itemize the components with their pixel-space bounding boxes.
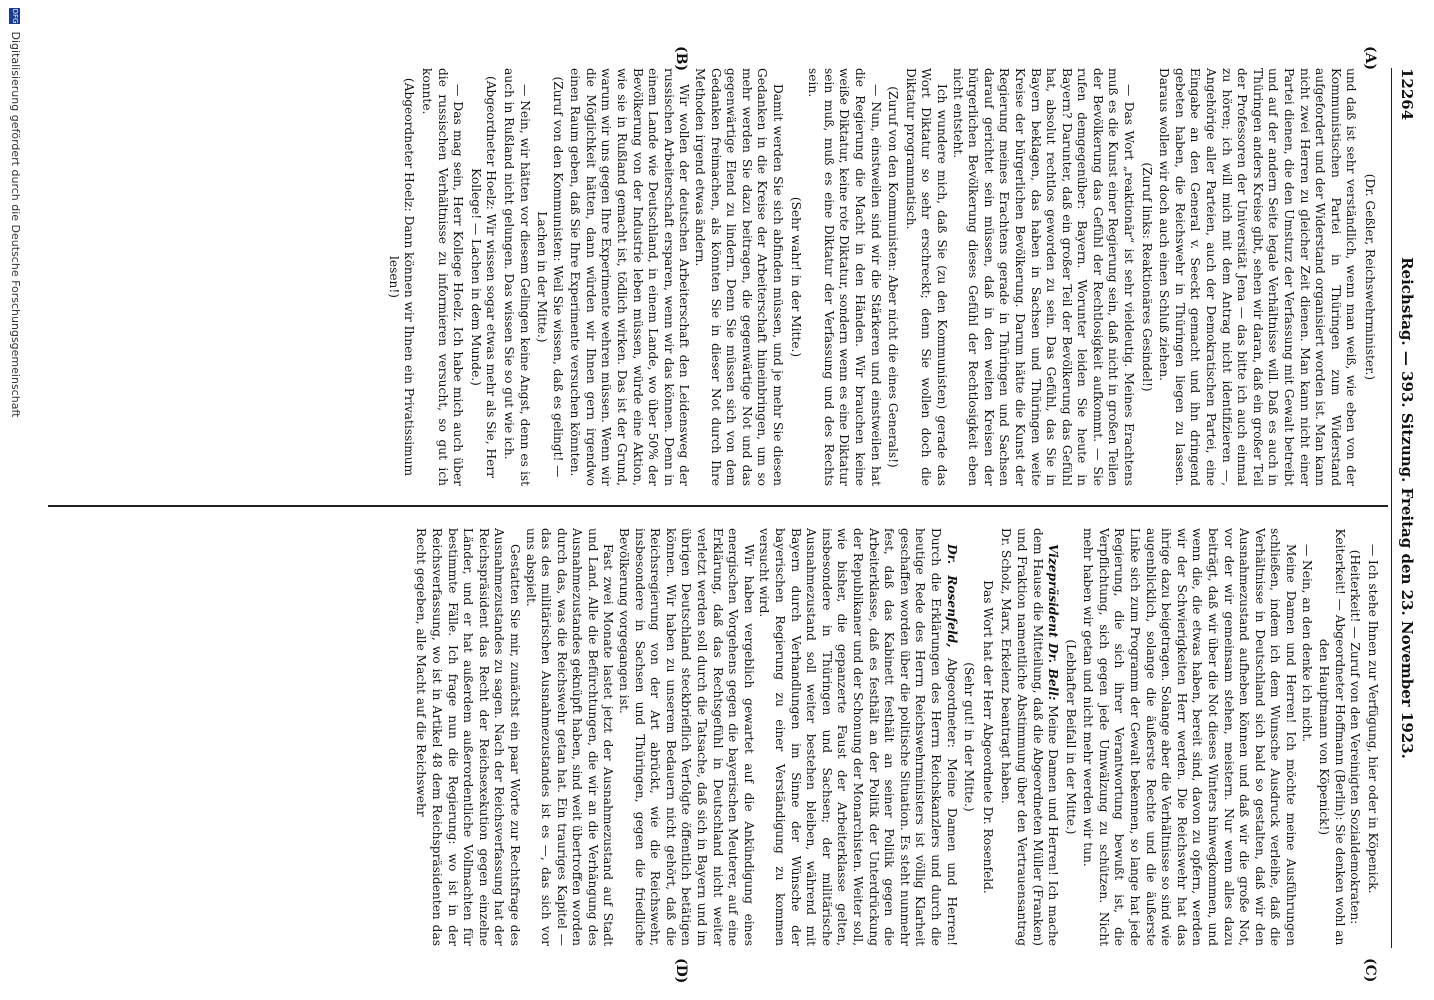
paragraph: — Ich stehe Ihnen zur Verfügung, hier oder in Köpenick.: [1366, 544, 1380, 894]
speaker-text: Meine Damen und Herren! Ich mache dem Hause die Mitteilung, daß die Abgeordneten Müller (Franken) und Fraktion namentliche Abstimmung über den Vertrauensantrag Dr. Scholz, Marx, Erkelenz beantragt haben.: [999, 528, 1061, 946]
column-divider: [48, 505, 1388, 507]
interjection: (Abgeordneter Hoelz: Wir wissen sogar etwas mehr als Sie, Herr Kollege! — Lachen in dem Munde.): [468, 76, 499, 478]
paragraph: — Das mag sein, Herr Kollege Hoelz. Ich habe mich auch über die russischen Verhältnisse zu informieren versucht, so gut ich konnte.: [419, 68, 466, 486]
interjection: (Sehr gut! in der Mitte.): [962, 662, 977, 812]
speaker-label: Vizepräsident Dr. Bell:: [1046, 544, 1061, 701]
paragraph: und daß ist sehr verständlich, wenn man weiß, wie eben von der Kommunistischen Partei in Thüringen zum Widerstand aufgefordert und der Widerstand organisiert worden ist. Man kann nicht zwei Herren zu gleicher Zeit dienen. Man kann nicht einer Partei dienen, die den Umsturz der Verfassung mit Gewalt betreibt und auf der andern Seite legale Verhältnisse will. Daß es auch in Thüringen anders Kreise gibt, sehen wir daran, daß ein großer Teil der Professoren der Universität Jena — das bitte ich auch einmal zu hören; ich will mich mit dem Antrag nicht identifizieren —, Angehörige aller Parteien, auch der Demokratischen Partei, eine Eingabe an den General v. Seeckt gemacht und ihn dringend gebeten haben, die Reichswehr in Thüringen liegen zu lassen. Daraus wollen wir doch auch einen Schluß ziehen.: [1157, 68, 1359, 486]
interjection: (Zuruf von den Kommunisten: Weil Sie wissen, daß es gelingt! — Lachen in der Mitte.): [535, 76, 565, 478]
margin-letter-c: (C): [1362, 958, 1378, 983]
margin-letter-a: (A): [1362, 46, 1378, 71]
paragraph: — Nein, an den denke ich nicht.: [1299, 544, 1314, 743]
right-column: [50, 528, 1380, 946]
paragraph: Wir haben vergeblich gewartet auf die Ankündigung eines energischen Vorgehens gegen die bayerischen Meuterer, auf eine Erklärung, daß das Rechtsgefühl in Deutschland nicht weiter verletzt werden soll durch die Tatsache, daß sich in Bayern und im übrigen Deutschland steckbrieflich Verfolgte öffentlich betätigen können. Wir haben zu unserem Bedauern nicht gehört, daß die Reichsregierung von der Art abrückt, wie die Reichswehr, insbesondere in Sachsen und Thüringen, gegen die friedliche Bevölkerung vorgegangen ist.: [617, 528, 756, 946]
margin-letter-d: (D): [673, 958, 689, 984]
credit-text: Digitalisierung gefördert durch die Deutsche Forschungsgemeinschaft: [9, 31, 22, 418]
left-column: [50, 68, 1380, 486]
speaker-text: Abgeordneter: Meine Damen und Herren! Durch die Erklärungen des Herrn Reichskanzlers und durch die heutige Rede des Herrn Reichswehrministers ist völlig Klarheit geschaffen worden über die politische Situation. Es steht nunmehr fest, daß das Kabinett festhält an seiner Politik gegen die Arbeiterklasse, daß es festhält an der Politik der Unterdrückung der Republikaner und der Schonung der Monarchisten. Weiter soll, wie bisher, die gepanzerte Faust der Arbeiterklasse gelten, insbesondere in Thüringen und Sachsen; der militärische Ausnahmezustand soll weiter bestehen bleiben, während mit Bayern durch Verhandlungen im Sinne der Wünsche der bayerischen Regierung zu einer Verständigung zu kommen versucht wird.: [757, 528, 959, 946]
speaker-paragraph: [998, 528, 1060, 946]
digitization-credit: [6, 8, 22, 992]
margin-letter-b: (B): [673, 46, 689, 72]
paragraph: Ich wundere mich, daß Sie (zu den Kommunisten) gerade das Wort Diktatur so sehr erschreckt; denn Sie wollen doch die Diktatur programmatisch.: [903, 68, 949, 486]
page-title: Reichstag. — 393. Sitzung. Freitag den 23. November 1923.: [1398, 257, 1416, 759]
paragraph: — Nein, wir hätten vor diesem Gelingen keine Angst, denn es ist auch in Rußland nicht gelungen. Das wissen Sie so gut wie ich.: [501, 68, 532, 486]
page-header: [1391, 68, 1418, 948]
interjection: (Heiterkeit! — Zuruf von den Vereinigten Sozialdemokraten: Keiterkeit! — Abgeordneter Hoffmann (Berlin): Sie denken wohl an den Hauptmann von Köpenick!): [1317, 528, 1363, 946]
interjection: (Lebhafter Beifall in der Mitte.): [1063, 639, 1078, 835]
paragraph: Das Wort hat der Herr Abgeordnete Dr. Rosenfeld.: [980, 580, 995, 894]
paragraph: Meine Damen und Herren! Ich möchte meine Ausführungen schließen, indem ich dem Wunsche Ausdruck verleihe, daß die Verhältnisse in Deutschland sich bald so gestalten, daß wir den Ausnahmezustand aufheben können und daß wir die große Not, vor der wir gemeinsam stehen, meistern. Nur wenn alles dazu beiträgt, daß wir über die Not dieses Winters hinwegkommen, und wenn die, die etwas haben, bereit sind, davon zu opfern, werden wir der Schwierigkeiten Herr werden. Die Reichswehr hat das ihrige dazu beigetragen. Solange aber die Verhältnisse so sind wie augenblicklich, solange die äußerste Rechte und die äußerste Linke sich zum Programm der Gewalt bekennen, so lange hat jede Regierung, die sich ihrer Verantwortung bewußt ist, die Verpflichtung, sich gegen jede Umwälzung zu schützen. Nicht mehr haben wir getan und nicht mehr werden wir tun.: [1081, 528, 1299, 946]
paragraph: — Nun, einstweilen sind wir die Stärkeren und einstweilen hat die Regierung die Macht in den Händen. Wir brauchen keine weiße Diktatur, keine rote Diktatur, sondern wenn es eine Diktatur sein muß, muß es eine Diktatur der Verfassung und des Rechts sein.: [806, 68, 883, 486]
paragraph: Gestatten Sie mir, zunächst ein paar Worte zur Rechtsfrage des Ausnahmezustandes zu sagen. Nach der Reichsverfassung hat der Reichspräsident das Recht der Reichsexekution gegen einzelne Länder, und er hat außerdem außerordentliche Vollmachten für bestimmte Fälle. Ich frage nun die Regierung: wo ist in der Reichsverfassung, wo ist in Artikel 48 dem Reichspräsidenten das Recht gegeben, alle Macht auf die Reichswehr: [414, 528, 522, 946]
speaker-label: Dr. Rosenfeld,: [944, 544, 959, 648]
speaker-continuation: (Dr. Geßler, Reichswehrminister.): [1363, 173, 1377, 381]
dfg-logo-icon: DFG: [11, 8, 20, 24]
paragraph: — Das Wort „reaktionär“ ist sehr vieldeutig. Meines Erachtens muß es die Kunst einer Regierung sein, daß nicht in großen Teilen der Bevölkerung das Gefühl der Rechtlosigkeit aufkommt. — Sie rufen demgegenüber: Bayern. Worunter leiden Sie heute in Bayern? Darunter, daß ein großer Teil der Bevölkerung das Gefühl hat, absolut rechtlos geworden zu sein. Das Gefühl, das Sie in Bayern beklagen, das haben in Sachsen und Thüringen weite Kreise der bürgerlichen Bevölkerung. Darum hätte die Kunst der Regierung meines Erachtens gerade in Thüringen und Sachsen darauf gerichtet sein müssen, daß in den weiten Kreisen der bürgerlichen Bevölkerung dieses Gefühl der Rechtlosigkeit eben nicht entsteht.: [950, 68, 1137, 486]
paragraph: Wir wollen der deutschen Arbeiterschaft den Leidensweg der russischen Arbeiterschaft ersparen, wenn wir das können. Denn in einem Lande wie Deutschland, in einem Lande, wo über 50% der Bevölkerung von der Industrie leben müssen, würde eine Aktion, wie sie in Rußland gemacht ist, tödlich wirken. Das ist der Grund, warum wir uns gegen Ihre Experimente wehren müssen. Wenn wir die Möglichkeit hätten, dann würden wir Ihnen gern irgendwo einen Raum geben, daß Sie Ihre Experimente versuchen könnten.: [568, 68, 692, 486]
interjection: (Zuruf von den Kommunisten: Aber nicht die eines Generals!): [886, 86, 901, 468]
page-number: 12264: [1398, 68, 1416, 121]
speaker-paragraph: [756, 528, 959, 946]
interjection: (Abgeordneter Hoelz: Dann können wir Ihnen ein Privatissimum lesen!): [386, 77, 417, 477]
interjection: (Zuruf links: Reaktionäres Gesindel!): [1139, 162, 1154, 392]
interjection: (Sehr wahr! in der Mitte.): [788, 196, 803, 358]
paragraph: Fast zwei Monate lastet jetzt der Ausnahmezustand auf Stadt und Land. Alle die Befürchtungen, die wir an die Verhängung des Ausnahmezustandes geknüpft haben, sind weit übertroffen worden durch das, was die Reichswehr getan hat. Ein trauriges Kapitel — das des militärischen Ausnahmezustandes ist es —, das sich vor uns abspielt.: [523, 528, 616, 946]
paragraph: Damit werden Sie sich abfinden müssen, und je mehr Sie diesen Gedanken in die Kreise der Arbeiterschaft hineinbringen, um so mehr werden Sie dazu beitragen, die gegenwärtige Not und das gegenwärtige Elend zu lindern. Denn Sie müssen sich von dem Gedanken freimachen, als könnten Sie in dieser Not durch Ihre Methoden irgend etwas ändern.: [693, 68, 786, 486]
